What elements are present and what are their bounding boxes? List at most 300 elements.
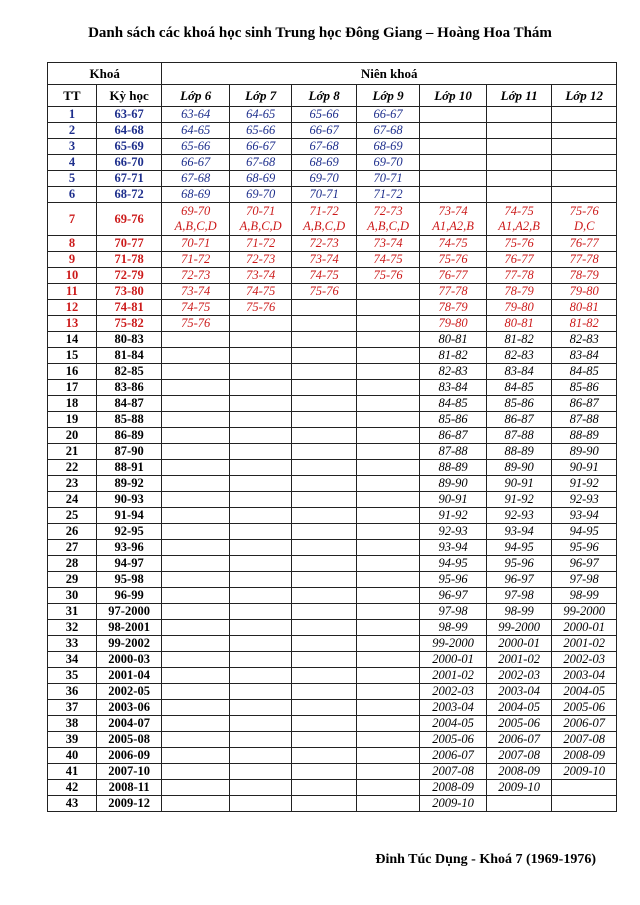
cell-grade-6	[162, 780, 230, 796]
cell-grade-8	[292, 796, 356, 812]
cell-grade-9	[356, 284, 419, 300]
cell-grade-6: 75-76	[162, 316, 230, 332]
cell-tt: 11	[48, 284, 97, 300]
table-row	[48, 540, 617, 556]
cell-grade-12	[552, 187, 617, 203]
cell-ky-hoc: 2003-06	[96, 700, 162, 716]
header-grade-9: Lớp 9	[356, 85, 419, 107]
cell-grade-8	[292, 524, 356, 540]
cell-grade-12: 2004-05	[552, 684, 617, 700]
cell-grade-10: 92-93	[420, 524, 487, 540]
cell-grade-7: 72-73	[229, 252, 291, 268]
cell-grade-8	[292, 460, 356, 476]
cell-grade-10: 82-83	[420, 364, 487, 380]
cell-tt: 32	[48, 620, 97, 636]
cell-grade-10: 81-82	[420, 348, 487, 364]
cell-grade-12: 2000-01	[552, 620, 617, 636]
cell-grade-7	[229, 428, 291, 444]
cell-year: 72-73	[373, 204, 403, 218]
cell-ky-hoc: 89-92	[96, 476, 162, 492]
cell-tt: 5	[48, 171, 97, 187]
cell-grade-6: 74-75	[162, 300, 230, 316]
cell-grade-7	[229, 460, 291, 476]
cell-grade-12: 86-87	[552, 396, 617, 412]
table-row	[48, 139, 617, 155]
cell-grade-9	[356, 348, 419, 364]
cell-tt: 9	[48, 252, 97, 268]
cell-grade-12: 2006-07	[552, 716, 617, 732]
cell-grade-7	[229, 203, 291, 236]
cell-grade-7	[229, 636, 291, 652]
cell-grade-10: 76-77	[420, 268, 487, 284]
cell-ky-hoc: 2007-10	[96, 764, 162, 780]
cell-grade-11: 2002-03	[486, 668, 552, 684]
cell-grade-12	[552, 796, 617, 812]
table-row	[48, 796, 617, 812]
cell-grade-9	[356, 396, 419, 412]
cell-grade-7	[229, 748, 291, 764]
cell-grade-12: 79-80	[552, 284, 617, 300]
cell-grade-7	[229, 492, 291, 508]
cell-grade-11: 82-83	[486, 348, 552, 364]
table-row	[48, 652, 617, 668]
cell-grade-7: 67-68	[229, 155, 291, 171]
cell-grade-12: 2001-02	[552, 636, 617, 652]
cell-grade-7: 75-76	[229, 300, 291, 316]
cell-grade-12: 89-90	[552, 444, 617, 460]
cell-grade-6	[162, 732, 230, 748]
cell-grade-7	[229, 700, 291, 716]
table-row	[48, 380, 617, 396]
cell-grade-8: 66-67	[292, 123, 356, 139]
table-row	[48, 412, 617, 428]
cell-grade-12: 85-86	[552, 380, 617, 396]
cell-grade-11	[486, 187, 552, 203]
cell-ky-hoc: 64-68	[96, 123, 162, 139]
cell-grade-10: 90-91	[420, 492, 487, 508]
cell-grade-8: 75-76	[292, 284, 356, 300]
cell-classes: A1,A2,B	[432, 219, 474, 233]
cell-grade-7	[229, 364, 291, 380]
cell-ky-hoc: 74-81	[96, 300, 162, 316]
cell-grade-8	[292, 412, 356, 428]
cell-grade-12: 2002-03	[552, 652, 617, 668]
cell-grade-10: 2005-06	[420, 732, 487, 748]
cell-grade-11: 2004-05	[486, 700, 552, 716]
table-row	[48, 236, 617, 252]
cell-grade-6	[162, 396, 230, 412]
table-row	[48, 203, 617, 236]
cell-grade-12: 97-98	[552, 572, 617, 588]
header-khoa: Khoá	[48, 63, 162, 85]
cell-grade-8	[292, 620, 356, 636]
cell-tt: 7	[48, 203, 97, 236]
cell-ky-hoc: 85-88	[96, 412, 162, 428]
cell-tt: 6	[48, 187, 97, 203]
cell-grade-11: 91-92	[486, 492, 552, 508]
cell-grade-8	[292, 668, 356, 684]
cell-grade-10: 96-97	[420, 588, 487, 604]
cell-grade-9	[356, 588, 419, 604]
table-row	[48, 348, 617, 364]
cell-grade-7	[229, 716, 291, 732]
table-row	[48, 155, 617, 171]
cell-grade-8	[292, 364, 356, 380]
header-grade-12: Lớp 12	[552, 85, 617, 107]
cell-grade-12	[552, 139, 617, 155]
cell-ky-hoc: 71-78	[96, 252, 162, 268]
cell-grade-9: 75-76	[356, 268, 419, 284]
cell-grade-8	[292, 780, 356, 796]
cell-tt: 33	[48, 636, 97, 652]
table-row	[48, 732, 617, 748]
cell-grade-12: 94-95	[552, 524, 617, 540]
cell-ky-hoc: 72-79	[96, 268, 162, 284]
cell-grade-12	[552, 780, 617, 796]
cell-grade-11: 90-91	[486, 476, 552, 492]
cell-grade-7	[229, 604, 291, 620]
cell-grade-6	[162, 540, 230, 556]
cell-tt: 22	[48, 460, 97, 476]
cell-grade-12: 84-85	[552, 364, 617, 380]
cell-grade-12: 83-84	[552, 348, 617, 364]
cell-grade-10: 2002-03	[420, 684, 487, 700]
cell-grade-8	[292, 732, 356, 748]
cell-grade-8: 68-69	[292, 155, 356, 171]
cell-grade-10: 83-84	[420, 380, 487, 396]
cell-ky-hoc: 73-80	[96, 284, 162, 300]
cell-grade-12	[552, 155, 617, 171]
cell-grade-11	[486, 139, 552, 155]
cell-ky-hoc: 2008-11	[96, 780, 162, 796]
cell-tt: 40	[48, 748, 97, 764]
cell-grade-11: 2007-08	[486, 748, 552, 764]
cell-grade-11: 94-95	[486, 540, 552, 556]
cell-grade-7	[229, 444, 291, 460]
cell-grade-6	[162, 380, 230, 396]
cell-grade-10: 95-96	[420, 572, 487, 588]
cell-grade-7: 71-72	[229, 236, 291, 252]
cell-grade-11: 2009-10	[486, 780, 552, 796]
cell-tt: 8	[48, 236, 97, 252]
cell-tt: 38	[48, 716, 97, 732]
cell-grade-11: 2008-09	[486, 764, 552, 780]
cell-tt: 15	[48, 348, 97, 364]
table-row	[48, 444, 617, 460]
cell-tt: 29	[48, 572, 97, 588]
cell-ky-hoc: 2001-04	[96, 668, 162, 684]
cell-year: 73-74	[438, 204, 468, 218]
cell-grade-10: 89-90	[420, 476, 487, 492]
cell-grade-10: 88-89	[420, 460, 487, 476]
cell-tt: 35	[48, 668, 97, 684]
table-row	[48, 780, 617, 796]
cell-grade-6	[162, 524, 230, 540]
cell-grade-8: 72-73	[292, 236, 356, 252]
table-row	[48, 284, 617, 300]
cell-grade-8	[292, 380, 356, 396]
cell-ky-hoc: 95-98	[96, 572, 162, 588]
cell-grade-6	[162, 348, 230, 364]
cell-grade-9	[356, 332, 419, 348]
cell-ky-hoc: 87-90	[96, 444, 162, 460]
cell-ky-hoc: 75-82	[96, 316, 162, 332]
cell-grade-9	[356, 652, 419, 668]
cell-grade-12: 2003-04	[552, 668, 617, 684]
table-row	[48, 636, 617, 652]
cell-grade-9	[356, 748, 419, 764]
cell-grade-11: 99-2000	[486, 620, 552, 636]
cell-grade-11	[486, 155, 552, 171]
cell-grade-11: 93-94	[486, 524, 552, 540]
table-row	[48, 476, 617, 492]
cell-grade-9: 71-72	[356, 187, 419, 203]
cell-ky-hoc: 96-99	[96, 588, 162, 604]
table-row	[48, 300, 617, 316]
cell-grade-12: 96-97	[552, 556, 617, 572]
cell-grade-7	[229, 396, 291, 412]
cell-grade-11: 87-88	[486, 428, 552, 444]
cell-grade-12: 76-77	[552, 236, 617, 252]
cell-grade-11: 78-79	[486, 284, 552, 300]
cell-tt: 20	[48, 428, 97, 444]
cell-grade-10: 79-80	[420, 316, 487, 332]
cell-grade-7	[229, 588, 291, 604]
cell-grade-6	[162, 748, 230, 764]
table-row	[48, 508, 617, 524]
cell-grade-7	[229, 348, 291, 364]
table-row	[48, 396, 617, 412]
header-row-columns	[48, 85, 617, 107]
cell-grade-10	[420, 123, 487, 139]
cell-grade-6	[162, 796, 230, 812]
table-row	[48, 252, 617, 268]
cell-grade-6	[162, 332, 230, 348]
table-row	[48, 764, 617, 780]
cell-grade-10	[420, 139, 487, 155]
table-row	[48, 716, 617, 732]
cell-grade-12: 81-82	[552, 316, 617, 332]
cell-grade-7: 68-69	[229, 171, 291, 187]
table-row	[48, 460, 617, 476]
cell-grade-10: 2006-07	[420, 748, 487, 764]
cell-grade-9	[356, 556, 419, 572]
cell-tt: 39	[48, 732, 97, 748]
cell-grade-7: 64-65	[229, 107, 291, 123]
cell-grade-10	[420, 155, 487, 171]
cell-grade-6	[162, 700, 230, 716]
cell-grade-8	[292, 700, 356, 716]
cell-grade-7	[229, 796, 291, 812]
cell-grade-11: 92-93	[486, 508, 552, 524]
cell-ky-hoc: 82-85	[96, 364, 162, 380]
cell-ky-hoc: 2005-08	[96, 732, 162, 748]
header-ky-hoc: Kỳ học	[96, 85, 162, 107]
cell-grade-10	[420, 107, 487, 123]
cell-tt: 10	[48, 268, 97, 284]
cell-tt: 27	[48, 540, 97, 556]
cell-ky-hoc: 86-89	[96, 428, 162, 444]
cell-ky-hoc: 63-67	[96, 107, 162, 123]
cell-grade-12: 93-94	[552, 508, 617, 524]
cell-grade-12	[552, 171, 617, 187]
cell-grade-11: 81-82	[486, 332, 552, 348]
cell-grade-8: 70-71	[292, 187, 356, 203]
cell-grade-11: 83-84	[486, 364, 552, 380]
cell-grade-12: 88-89	[552, 428, 617, 444]
cell-grade-9	[356, 540, 419, 556]
cell-grade-6: 68-69	[162, 187, 230, 203]
cell-grade-8	[292, 572, 356, 588]
cell-grade-10: 2008-09	[420, 780, 487, 796]
cell-grade-9	[356, 508, 419, 524]
cell-grade-7: 74-75	[229, 284, 291, 300]
cell-ky-hoc: 2006-09	[96, 748, 162, 764]
header-tt: TT	[48, 85, 97, 107]
cell-grade-9	[356, 460, 419, 476]
cell-classes: A,B,C,D	[303, 219, 346, 233]
cell-grade-10	[420, 171, 487, 187]
cell-grade-9	[356, 796, 419, 812]
cell-grade-8: 65-66	[292, 107, 356, 123]
cell-ky-hoc: 2002-05	[96, 684, 162, 700]
cell-ky-hoc: 99-2002	[96, 636, 162, 652]
cell-grade-12: 98-99	[552, 588, 617, 604]
header-grade-6: Lớp 6	[162, 85, 230, 107]
cell-grade-11: 80-81	[486, 316, 552, 332]
table-row	[48, 187, 617, 203]
cell-tt: 34	[48, 652, 97, 668]
cell-grade-9	[356, 364, 419, 380]
cell-grade-11	[486, 796, 552, 812]
cell-ky-hoc: 98-2001	[96, 620, 162, 636]
cell-year: 74-75	[504, 204, 534, 218]
cell-tt: 4	[48, 155, 97, 171]
cell-ky-hoc: 70-77	[96, 236, 162, 252]
cell-grade-9	[356, 668, 419, 684]
cell-ky-hoc: 88-91	[96, 460, 162, 476]
header-nien-khoa: Niên khoá	[162, 63, 617, 85]
cell-grade-8	[292, 540, 356, 556]
cell-grade-7	[229, 476, 291, 492]
cell-grade-7	[229, 540, 291, 556]
cell-grade-9	[356, 476, 419, 492]
cell-ky-hoc: 2000-03	[96, 652, 162, 668]
cell-grade-8	[292, 396, 356, 412]
cell-grade-11: 2005-06	[486, 716, 552, 732]
cell-grade-11: 97-98	[486, 588, 552, 604]
cell-grade-10: 2000-01	[420, 652, 487, 668]
cell-grade-11: 96-97	[486, 572, 552, 588]
cell-grade-6: 65-66	[162, 139, 230, 155]
cell-tt: 1	[48, 107, 97, 123]
cell-grade-9	[356, 764, 419, 780]
cell-tt: 36	[48, 684, 97, 700]
cell-grade-7	[229, 572, 291, 588]
cell-tt: 19	[48, 412, 97, 428]
cell-grade-6	[162, 572, 230, 588]
table-row	[48, 524, 617, 540]
cell-grade-11: 85-86	[486, 396, 552, 412]
cell-grade-9	[356, 492, 419, 508]
cell-grade-7: 69-70	[229, 187, 291, 203]
cell-grade-6	[162, 684, 230, 700]
cell-grade-7	[229, 556, 291, 572]
cell-ky-hoc: 66-70	[96, 155, 162, 171]
cell-grade-6	[162, 604, 230, 620]
cell-grade-9	[356, 428, 419, 444]
cell-grade-9	[356, 300, 419, 316]
cell-grade-12	[552, 203, 617, 236]
cell-grade-8	[292, 636, 356, 652]
cell-grade-12: 77-78	[552, 252, 617, 268]
cell-ky-hoc: 84-87	[96, 396, 162, 412]
cell-grade-11: 84-85	[486, 380, 552, 396]
table-row	[48, 332, 617, 348]
cell-grade-6: 70-71	[162, 236, 230, 252]
cell-year: 75-76	[569, 204, 599, 218]
cell-grade-10: 2003-04	[420, 700, 487, 716]
cell-grade-8	[292, 316, 356, 332]
cell-grade-6: 63-64	[162, 107, 230, 123]
cell-grade-7	[229, 412, 291, 428]
cell-classes: A,B,C,D	[239, 219, 282, 233]
cell-grade-11: 76-77	[486, 252, 552, 268]
cell-grade-10: 75-76	[420, 252, 487, 268]
cell-tt: 16	[48, 364, 97, 380]
cell-ky-hoc: 68-72	[96, 187, 162, 203]
cell-grade-6	[162, 364, 230, 380]
cell-grade-9: 73-74	[356, 236, 419, 252]
cell-ky-hoc: 93-96	[96, 540, 162, 556]
cell-tt: 42	[48, 780, 97, 796]
cell-grade-7	[229, 652, 291, 668]
cell-ky-hoc: 91-94	[96, 508, 162, 524]
table-row	[48, 107, 617, 123]
cell-grade-9	[356, 380, 419, 396]
cell-grade-8	[292, 348, 356, 364]
cell-tt: 21	[48, 444, 97, 460]
cell-grade-9	[356, 316, 419, 332]
table-row	[48, 556, 617, 572]
cell-grade-10: 99-2000	[420, 636, 487, 652]
cell-grade-11: 77-78	[486, 268, 552, 284]
cell-grade-11: 2006-07	[486, 732, 552, 748]
cell-classes: A,B,C,D	[174, 219, 217, 233]
cell-grade-6: 64-65	[162, 123, 230, 139]
cell-grade-10	[420, 187, 487, 203]
cell-grade-8	[292, 203, 356, 236]
table-row	[48, 588, 617, 604]
cell-grade-8	[292, 492, 356, 508]
cell-grade-8	[292, 300, 356, 316]
cell-grade-12: 91-92	[552, 476, 617, 492]
cell-grade-10: 77-78	[420, 284, 487, 300]
cell-year: 69-70	[181, 204, 211, 218]
cell-grade-11	[486, 203, 552, 236]
cell-grade-12: 2005-06	[552, 700, 617, 716]
cell-grade-6	[162, 492, 230, 508]
cell-tt: 28	[48, 556, 97, 572]
cell-ky-hoc: 81-84	[96, 348, 162, 364]
cell-tt: 2	[48, 123, 97, 139]
cell-grade-12: 80-81	[552, 300, 617, 316]
table-row	[48, 684, 617, 700]
cell-grade-6: 67-68	[162, 171, 230, 187]
cell-grade-6	[162, 716, 230, 732]
table-row	[48, 700, 617, 716]
cell-grade-8: 74-75	[292, 268, 356, 284]
